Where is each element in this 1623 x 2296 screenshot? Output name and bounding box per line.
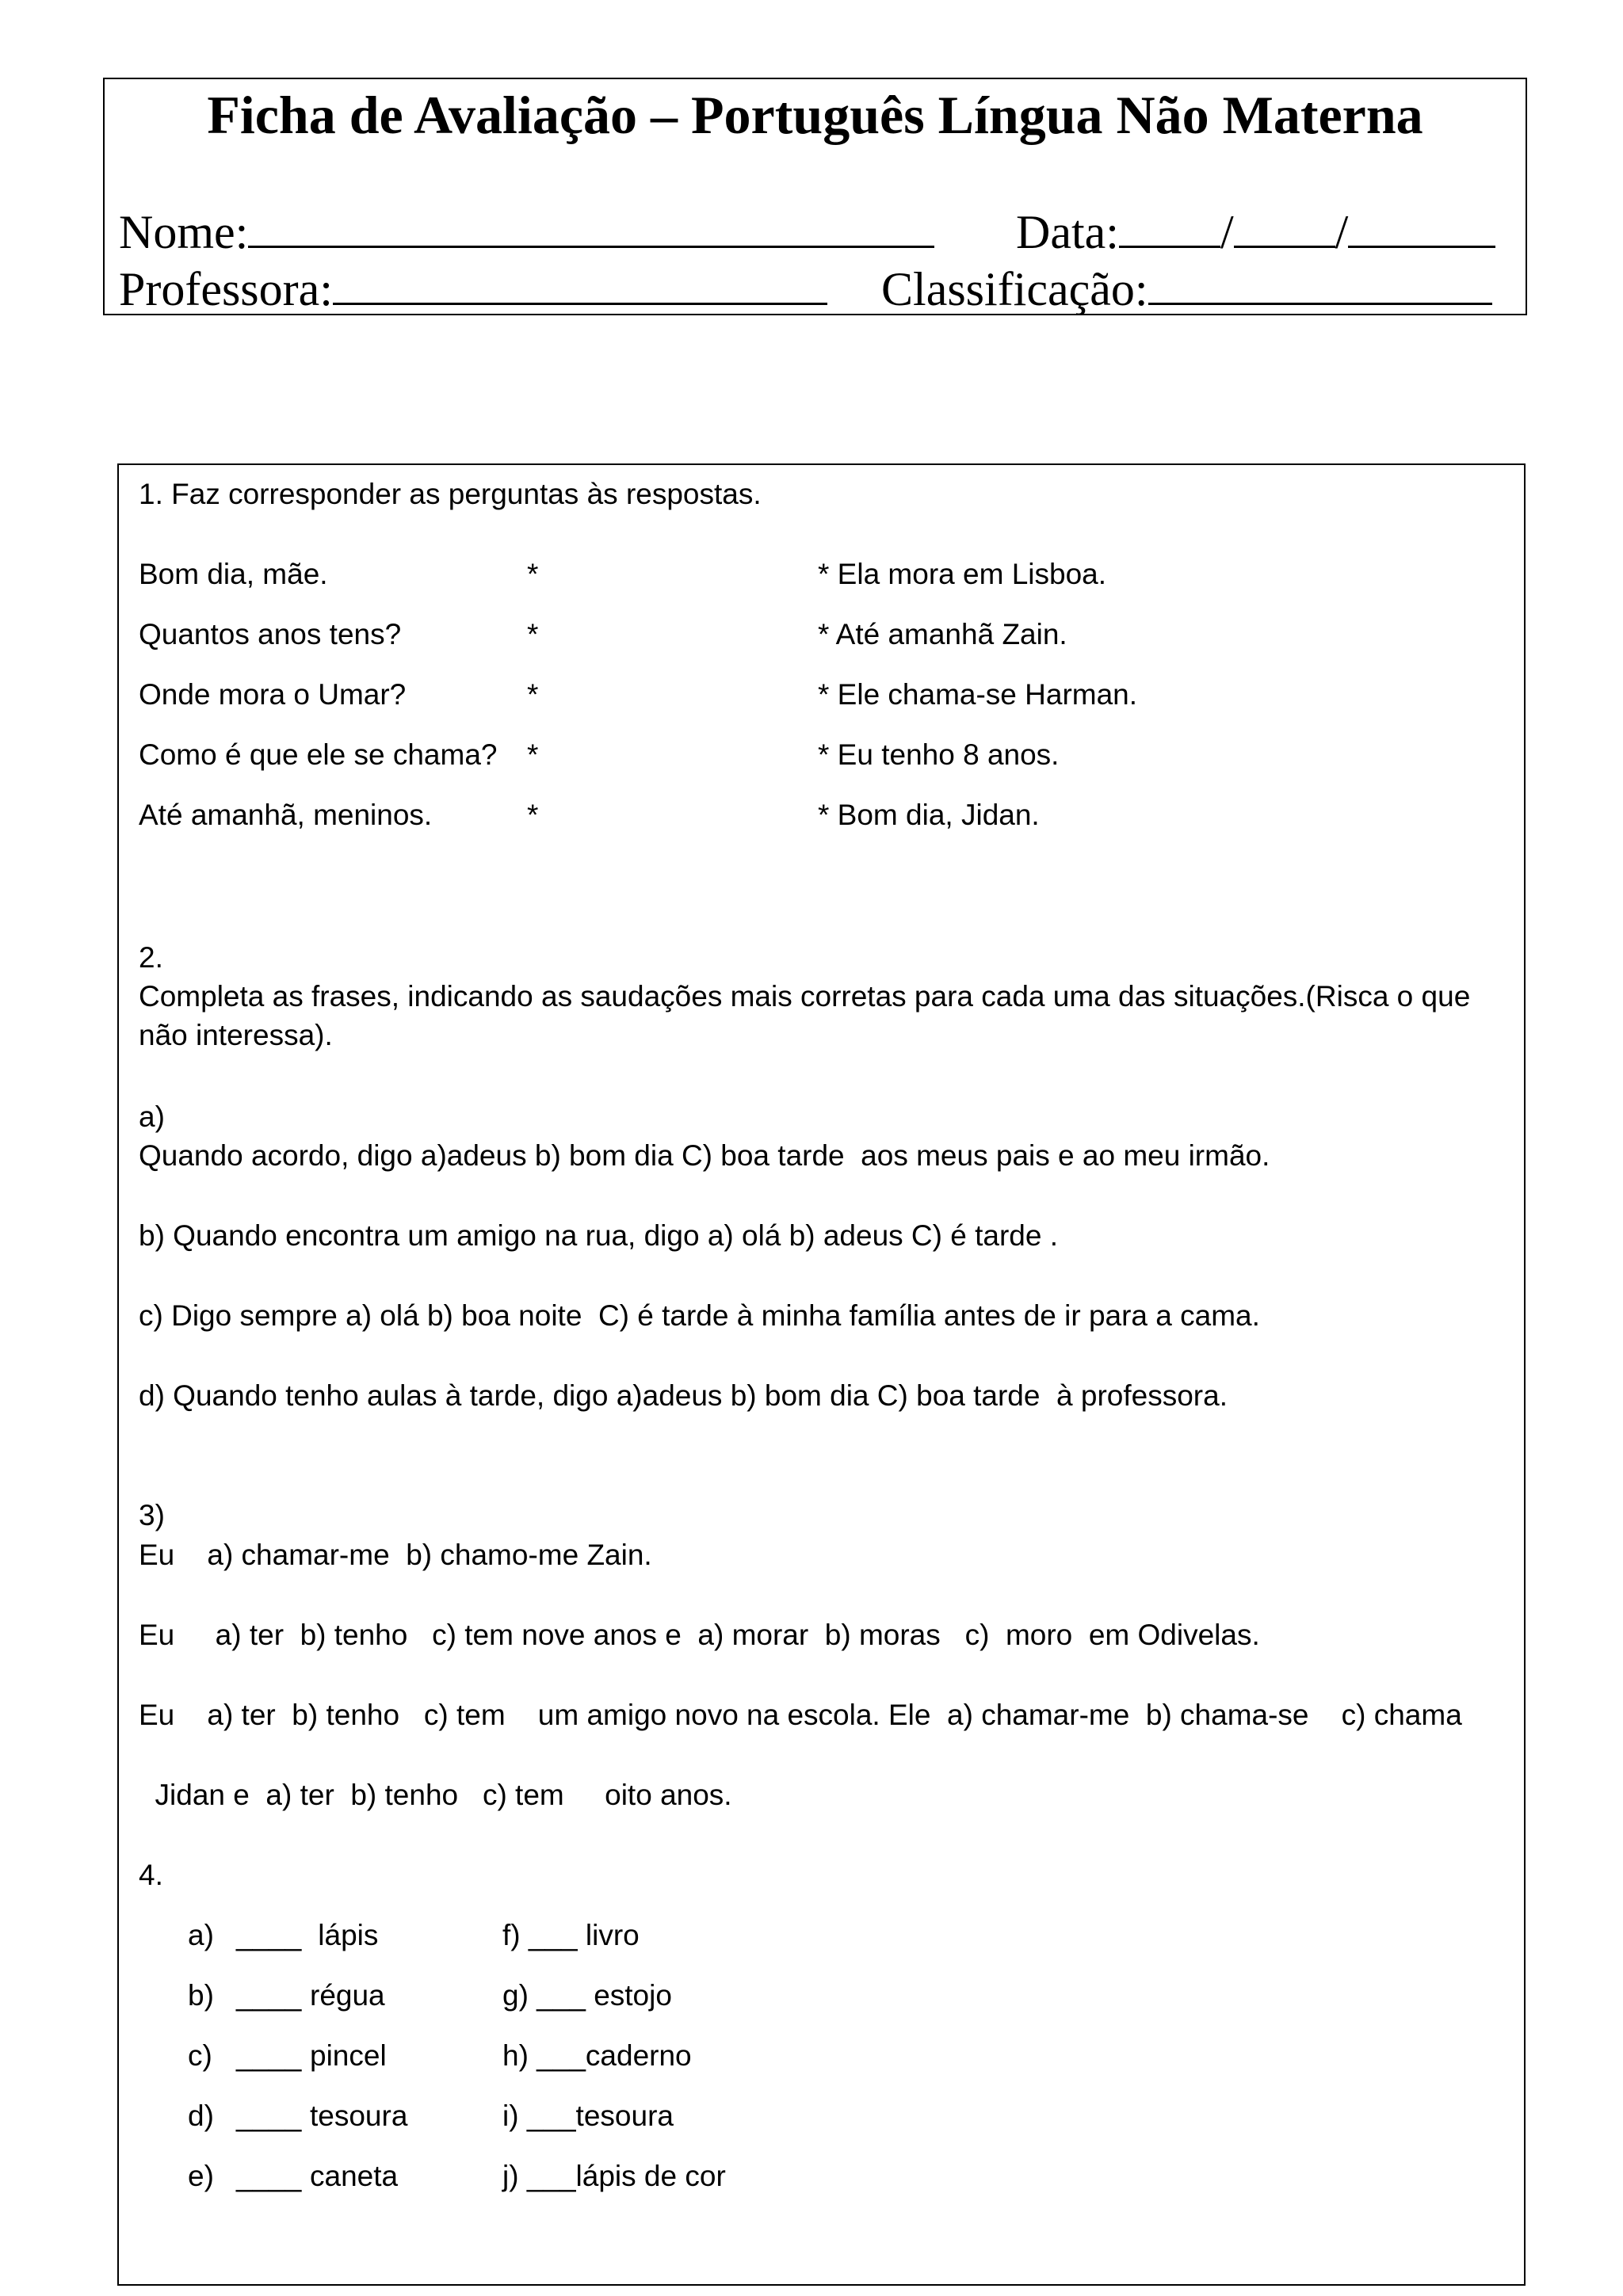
ex4-item-letter: c) bbox=[188, 2039, 212, 2072]
ex2-instruction-line2: não interessa). bbox=[139, 1019, 333, 1051]
ex3-sentence[interactable]: Eu a) ter b) tenho c) tem nove anos e a) morar b) moras c) moro em Odivelas. bbox=[139, 1619, 1260, 1651]
ex4-item-word: tesoura bbox=[310, 2100, 408, 2132]
ex4-item-blank[interactable]: ____ bbox=[236, 2100, 302, 2132]
ex1-match-dot[interactable]: * bbox=[527, 618, 539, 650]
data-line bbox=[1016, 208, 1495, 256]
ex1-answer[interactable]: * Bom dia, Jidan. bbox=[818, 799, 1040, 831]
data-day-field[interactable] bbox=[1119, 208, 1220, 248]
ex2-a-label: a) bbox=[139, 1100, 165, 1133]
ex3-sentence[interactable]: Eu a) chamar-me b) chamo-me Zain. bbox=[139, 1539, 652, 1571]
ex4-item[interactable]: g) ___ estojo bbox=[502, 1979, 672, 2012]
classificacao-field[interactable] bbox=[1148, 265, 1492, 305]
ex4-item-word: régua bbox=[310, 1979, 385, 2012]
ex1-question: Até amanhã, meninos. bbox=[139, 799, 433, 831]
ex2-number: 2. bbox=[139, 941, 163, 974]
ex1-answer[interactable]: * Ela mora em Lisboa. bbox=[818, 558, 1107, 590]
ex3-number: 3) bbox=[139, 1499, 165, 1531]
ex4-item-word: lápis bbox=[310, 1919, 379, 1951]
ex4-item-letter: e) bbox=[188, 2160, 214, 2192]
data-label: Data: bbox=[1016, 206, 1119, 258]
ex3-sentence[interactable]: Eu a) ter b) tenho c) tem um amigo novo na escola. Ele a) chamar-me b) chama-se c) chama bbox=[139, 1699, 1462, 1731]
ex1-answer[interactable]: * Eu tenho 8 anos. bbox=[818, 738, 1060, 771]
ex1-match-dot[interactable]: * bbox=[527, 558, 539, 590]
classificacao-line bbox=[881, 265, 1492, 313]
ex1-match-dot[interactable]: * bbox=[527, 738, 539, 771]
ex1-question: Bom dia, mãe. bbox=[139, 558, 328, 590]
ex4-item-letter: a) bbox=[188, 1919, 214, 1951]
professora-label: Professora: bbox=[119, 263, 333, 315]
ex2-b-sentence[interactable]: b) Quando encontra um amigo na rua, digo a) olá b) adeus C) é tarde . bbox=[139, 1219, 1059, 1252]
ex4-item[interactable]: i) ___tesoura bbox=[502, 2100, 674, 2132]
professora-line bbox=[119, 265, 827, 313]
ex4-item-letter: d) bbox=[188, 2100, 214, 2132]
ex4-item-word: pincel bbox=[310, 2039, 387, 2072]
page-title: Ficha de Avaliação – Português Língua Não Materna bbox=[207, 85, 1423, 145]
ex1-instruction: 1. Faz corresponder as perguntas às respostas. bbox=[139, 478, 762, 510]
classificacao-label: Classificação: bbox=[881, 263, 1148, 315]
ex1-question: Onde mora o Umar? bbox=[139, 678, 407, 711]
data-separator: / bbox=[1220, 206, 1234, 258]
data-separator: / bbox=[1335, 206, 1349, 258]
ex4-item-blank[interactable]: ____ bbox=[236, 2160, 302, 2192]
ex2-a-sentence[interactable]: Quando acordo, digo a)adeus b) bom dia C) boa tarde aos meus pais e ao meu irmão. bbox=[139, 1139, 1270, 1172]
ex4-item[interactable]: h) ___caderno bbox=[502, 2039, 692, 2072]
ex4-item-word: caneta bbox=[310, 2160, 399, 2192]
professora-field[interactable] bbox=[333, 265, 827, 305]
ex4-number: 4. bbox=[139, 1859, 163, 1891]
header-box bbox=[103, 78, 1527, 315]
ex1-answer[interactable]: * Até amanhã Zain. bbox=[818, 618, 1067, 650]
data-year-field[interactable] bbox=[1348, 208, 1495, 248]
ex1-match-dot[interactable]: * bbox=[527, 799, 539, 831]
ex1-match-dot[interactable]: * bbox=[527, 678, 539, 711]
ex1-question: Quantos anos tens? bbox=[139, 618, 402, 650]
ex2-d-sentence[interactable]: d) Quando tenho aulas à tarde, digo a)adeus b) bom dia C) boa tarde à professora. bbox=[139, 1379, 1228, 1412]
ex4-item[interactable]: j) ___lápis de cor bbox=[502, 2160, 726, 2192]
ex2-c-sentence[interactable]: c) Digo sempre a) olá b) boa noite C) é tarde à minha família antes de ir para a cama. bbox=[139, 1299, 1260, 1332]
nome-line bbox=[119, 208, 934, 256]
ex4-item[interactable]: f) ___ livro bbox=[502, 1919, 640, 1951]
ex4-item-blank[interactable]: ____ bbox=[236, 2039, 302, 2072]
ex4-item-blank[interactable]: ____ bbox=[236, 1919, 302, 1951]
nome-label: Nome: bbox=[119, 206, 249, 258]
data-month-field[interactable] bbox=[1234, 208, 1335, 248]
ex4-item-letter: b) bbox=[188, 1979, 214, 2012]
ex1-answer[interactable]: * Ele chama-se Harman. bbox=[818, 678, 1138, 711]
nome-field[interactable] bbox=[248, 208, 934, 248]
ex4-item-blank[interactable]: ____ bbox=[236, 1979, 302, 2012]
ex2-instruction-line1: Completa as frases, indicando as saudações mais corretas para cada uma das situações.(Risca o que bbox=[139, 980, 1471, 1013]
ex1-question: Como é que ele se chama? bbox=[139, 738, 498, 771]
ex3-sentence[interactable]: Jidan e a) ter b) tenho c) tem oito anos. bbox=[139, 1779, 732, 1811]
